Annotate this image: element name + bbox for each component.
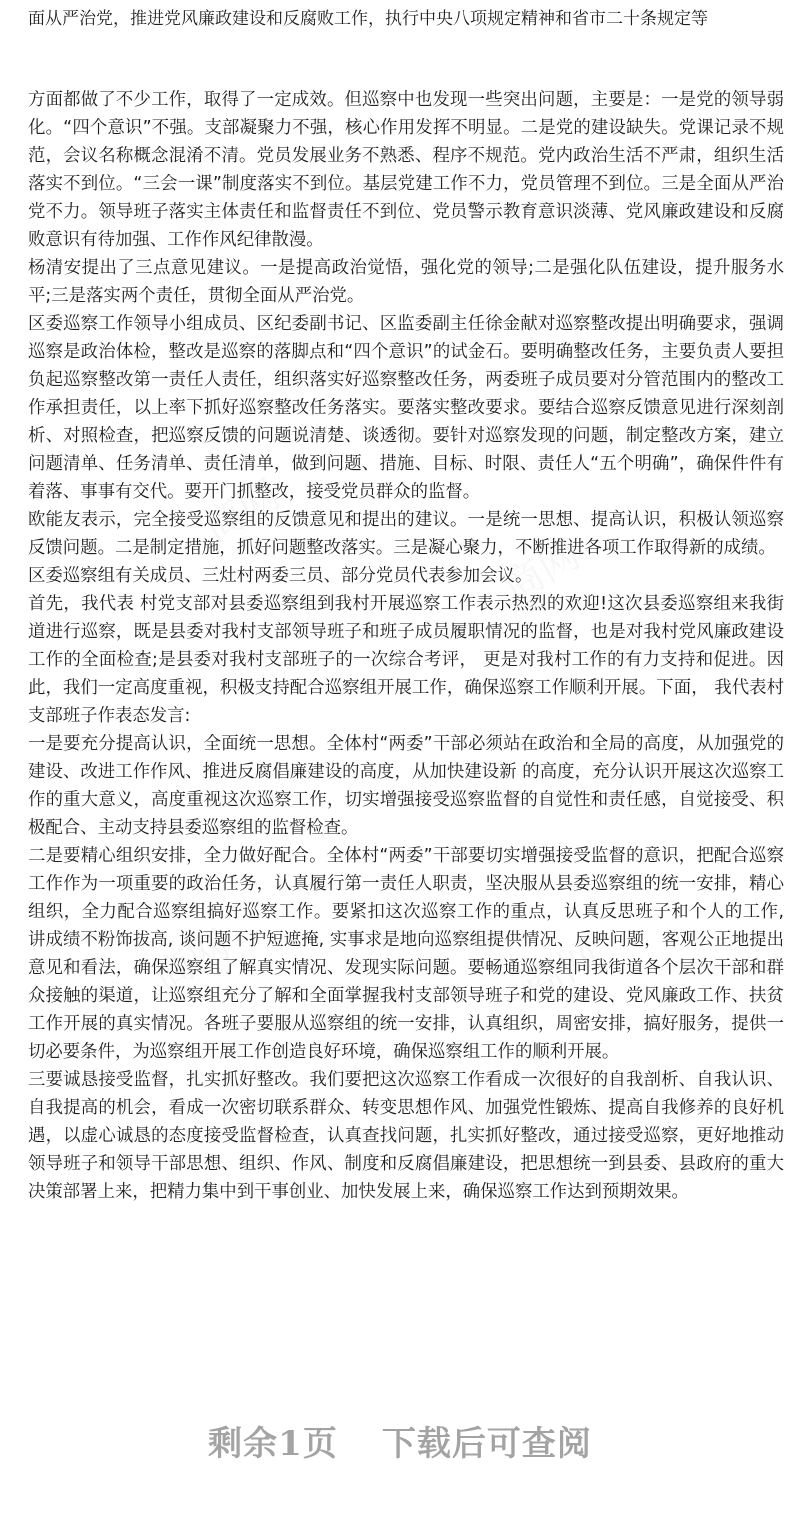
- remaining-pages-label[interactable]: 剩余1页: [208, 1424, 338, 1464]
- preceding-page-fragment: 面从严治党，推进党风廉政建设和反腐败工作，执行中央八项规定精神和省市二十条规定等: [28, 9, 708, 29]
- download-prompt[interactable]: [0, 1414, 800, 1474]
- paragraph-yang-suggestions: 杨清安提出了三点意见建议。一是提高政治觉悟，强化党的领导;二是强化队伍建设，提升服务水平;三是落实两个责任，贯彻全面从严治党。: [28, 258, 784, 306]
- paragraph-rectification-requirements: 区委巡察工作领导小组成员、区纪委副书记、区监委副主任徐金献对巡察整改提出明确要求，强调巡察是政治体检，整改是巡察的落脚点和“四个意识”的试金石。要明确整改任务，主要负责人要担负起巡察整改第一责任人责任，组织落实好巡察整改任务，两委班子成员要对分管范围内的整改工作承担责任，以上率下抓好巡察整改任务落实。要落实整改要求。要结合巡察反馈意见进行深刻剖析、对照检查，把巡察反馈的问题说清楚、谈透彻。要针对巡察发现的问题，制定整改方案，建立问题清单、任务清单、责任清单，做到问题、措施、目标、时限、责任人“五个明确”，确保件件有着落、事事有交代。要开门抓整改，接受党员群众的监督。: [28, 314, 784, 502]
- download-hint-label[interactable]: 下载后可查阅: [381, 1424, 592, 1464]
- paragraph-point-three: 三要诚恳接受监督，扎实抓好整改。我们要把这次巡察工作看成一次很好的自我剖析、自我认识、自我提高的机会，看成一次密切联系群众、转变思想作风、加强党性锻炼、提高自我修养的良好机遇，以虚心诚恳的态度接受监督检查，认真查找问题，扎实抓好整改，通过接受巡察，更好地推动领导班子和领导干部思想、组织、作风、制度和反腐倡廉建设，把思想统一到县委、县政府的重大决策部署上来，把精力集中到干事创业、加快发展上来，确保巡察工作达到预期效果。: [28, 1070, 784, 1202]
- paragraph-welcome-speech: 首先，我代表 村党支部对县委巡察组到我村开展巡察工作表示热烈的欢迎!这次县委巡察组来我街道进行巡察，既是县委对我村支部领导班子和班子成员履职情况的监督，也是对我村党风廉政建设工作的全面检查;是县委对我村支部班子的一次综合考评， 更是对我村工作的有力支持和促进。因此，我们一定高度重视，积极支持配合巡察组开展工作，确保巡察工作顺利开展。下面， 我代表村支部班子作表态发言:: [28, 594, 784, 726]
- paragraph-ou-statement: 欧能友表示，完全接受巡察组的反馈意见和提出的建议。一是统一思想、提高认识，积极认领巡察反馈问题。二是制定措施，抓好问题整改落实。三是凝心聚力，不断推进各项工作取得新的成绩。: [28, 510, 784, 558]
- paragraph-point-one: 一是要充分提高认识，全面统一思想。全体村“两委”干部必须站在政治和全局的高度，从加强党的建设、改进工作作风、推进反腐倡廉建设的高度，从加快建设新 的高度，充分认识开展这次巡察工作的重大意义，高度重视这次巡察工作，切实增强接受巡察监督的自觉性和责任感，自觉接受、积极配合、主动支持县委巡察组的监督检查。: [28, 734, 784, 838]
- paragraph-point-two: 二是要精心组织安排，全力做好配合。全体村“两委”干部要切实增强接受监督的意识，把配合巡察工作作为一项重要的政治任务，认真履行第一责任人职责，坚决服从县委巡察组的统一安排，精心组织，全力配合巡察组搞好巡察工作。要紧扣这次巡察工作的重点，认真反思班子和个人的工作, 讲成绩不粉饰拔高, 谈问题不护短遮掩, 实事求是地向巡察组提供情况、反映问题，客观公正地提出意见和看法，确保巡察组了解真实情况、发现实际问题。要畅通巡察组同我街道各个层次干部和群众接触的渠道，让巡察组充分了解和全面掌握我村支部领导班子和党的建设、党风廉政工作、扶贫工作开展的真实情况。各班子要服从巡察组的统一安排，认真组织，周密安排，搞好服务，提供一切必要条件，为巡察组开展工作创造良好环境，确保巡察组工作的顺利开展。: [28, 846, 784, 1062]
- paragraph-attendees: 区委巡察组有关成员、三灶村两委三员、部分党员代表参加会议。: [28, 566, 533, 586]
- paragraph-inspection-findings: 方面都做了不少工作，取得了一定成效。但巡察中也发现一些突出问题，主要是：一是党的领导弱化。“四个意识”不强。支部凝聚力不强，核心作用发挥不明显。二是党的建设缺失。党课记录不规范，会议名称概念混淆不清。党员发展业务不熟悉、程序不规范。党内政治生活不严肃，组织生活落实不到位。“三会一课”制度落实不到位。基层党建工作不力，党员管理不到位。三是全面从严治党不力。领导班子落实主体责任和监督责任不到位、党员警示教育意识淡薄、党风廉政建设和反腐败意识有待加强、工作作风纪律散漫。: [28, 90, 784, 250]
- document-body: [28, 86, 784, 1206]
